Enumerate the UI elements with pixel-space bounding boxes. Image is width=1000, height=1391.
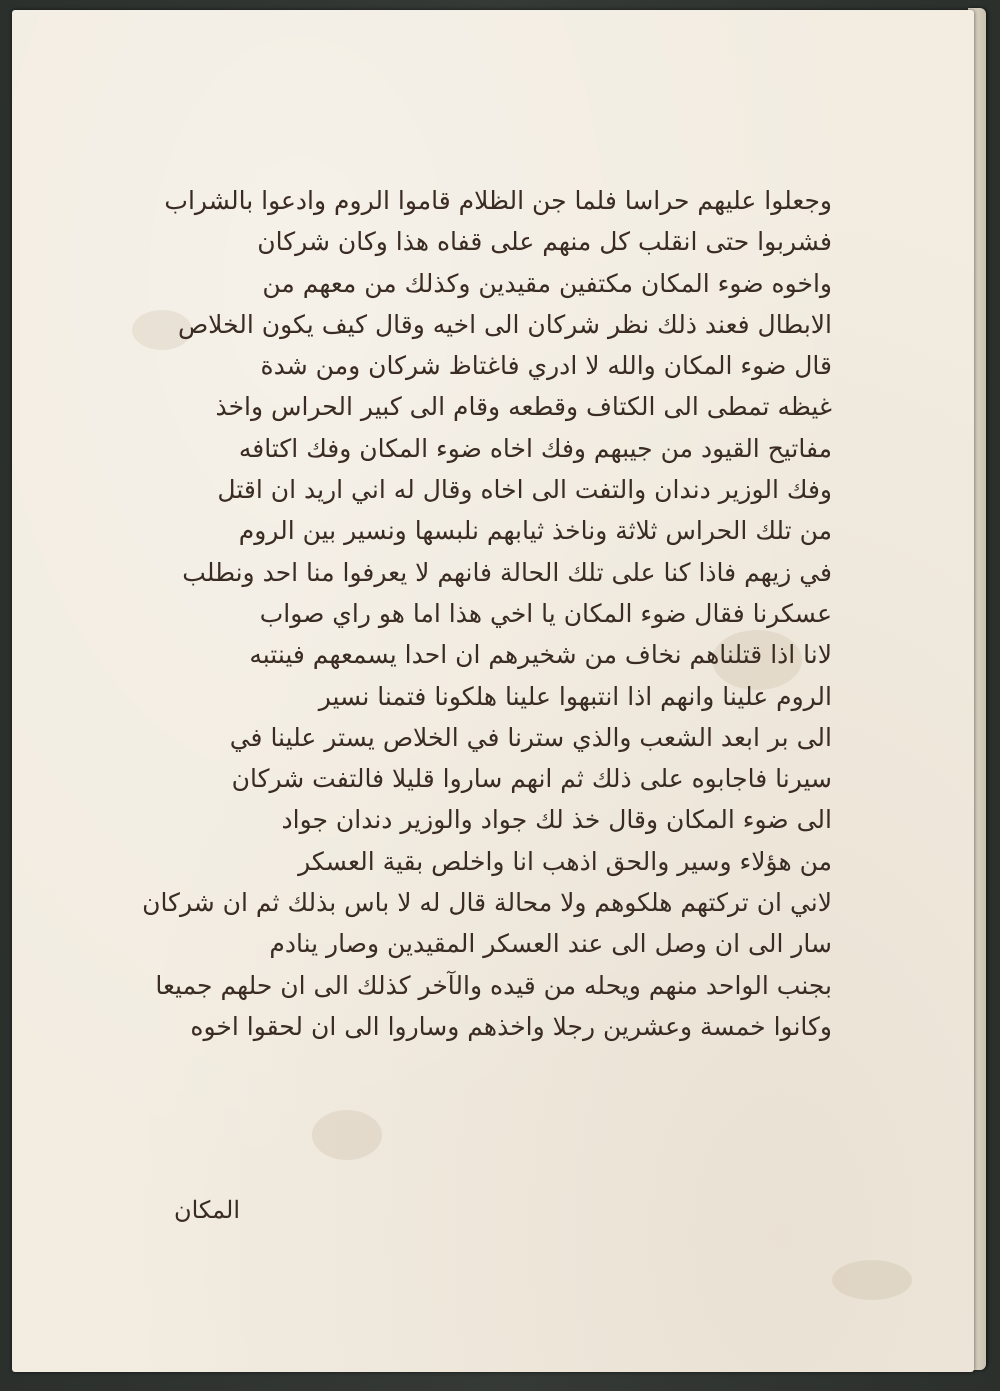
text-line: وكانوا خمسة وعشرين رجلا واخذهم وساروا الى ان لحقوا اخوه <box>190 1011 832 1041</box>
text-line: قال ضوء المكان والله لا ادري فاغتاظ شركان ومن شدة <box>260 351 832 381</box>
text-line: فشربوا حتى انقلب كل منهم على قفاه هذا وكان شركان <box>257 227 832 257</box>
text-line: مفاتيح القيود من جيبهم وفك اخاه ضوء المكان وفك اكتافه <box>238 433 832 463</box>
text-line: واخوه ضوء المكان مكتفين مقيدين وكذلك من معهم من <box>262 268 832 298</box>
text-line: في زيهم فاذا كنا على تلك الحالة فانهم لا يعرفوا منا احد ونطلب <box>182 557 832 587</box>
text-line: لانا اذا قتلناهم نخاف من شخيرهم ان احدا يسمعهم فينتبه <box>249 640 832 670</box>
text-line: من تلك الحراس ثلاثة وناخذ ثيابهم نلبسها ونسير بين الروم <box>238 516 832 546</box>
text-line: من هؤلاء وسير والحق اذهب انا واخلص بقية العسكر <box>298 846 832 876</box>
text-line: الابطال فعند ذلك نظر شركان الى اخيه وقال كيف يكون الخلاص <box>177 309 832 339</box>
text-line: لاني ان تركتهم هلكوهم ولا محالة قال له لا باس بذلك ثم ان شركان <box>142 888 832 918</box>
text-line: عسكرنا فقال ضوء المكان يا اخي هذا اما هو راي صواب <box>259 598 832 628</box>
text-line: الروم علينا وانهم اذا انتبهوا علينا هلكونا فتمنا نسير <box>318 681 832 711</box>
text-line: سيرنا فاجابوه على ذلك ثم انهم ساروا قليلا فالتفت شركان <box>231 764 832 794</box>
text-line: الى ضوء المكان وقال خذ لك جواد والوزير دندان جواد <box>281 805 832 835</box>
text-line: وجعلوا عليهم حراسا فلما جن الظلام قاموا الروم وادعوا بالشراب <box>164 186 832 215</box>
catchword: المكان <box>173 1196 241 1224</box>
manuscript-page <box>12 10 974 1372</box>
text-block <box>102 180 832 1185</box>
text-line: غيظه تمطى الى الكتاف وقطعه وقام الى كبير الحراس واخذ <box>215 392 832 422</box>
text-line: سار الى ان وصل الى عند العسكر المقيدين وصار ينادم <box>269 929 832 959</box>
text-line: الى بر ابعد الشعب والذي سترنا في الخلاص يستر علينا في <box>229 722 832 752</box>
text-line: بجنب الواحد منهم ويحله من قيده والآخر كذلك الى ان حلهم جميعا <box>155 970 832 1000</box>
text-line: وفك الوزير دندان والتفت الى اخاه وقال له اني اريد ان اقتل <box>217 475 832 505</box>
